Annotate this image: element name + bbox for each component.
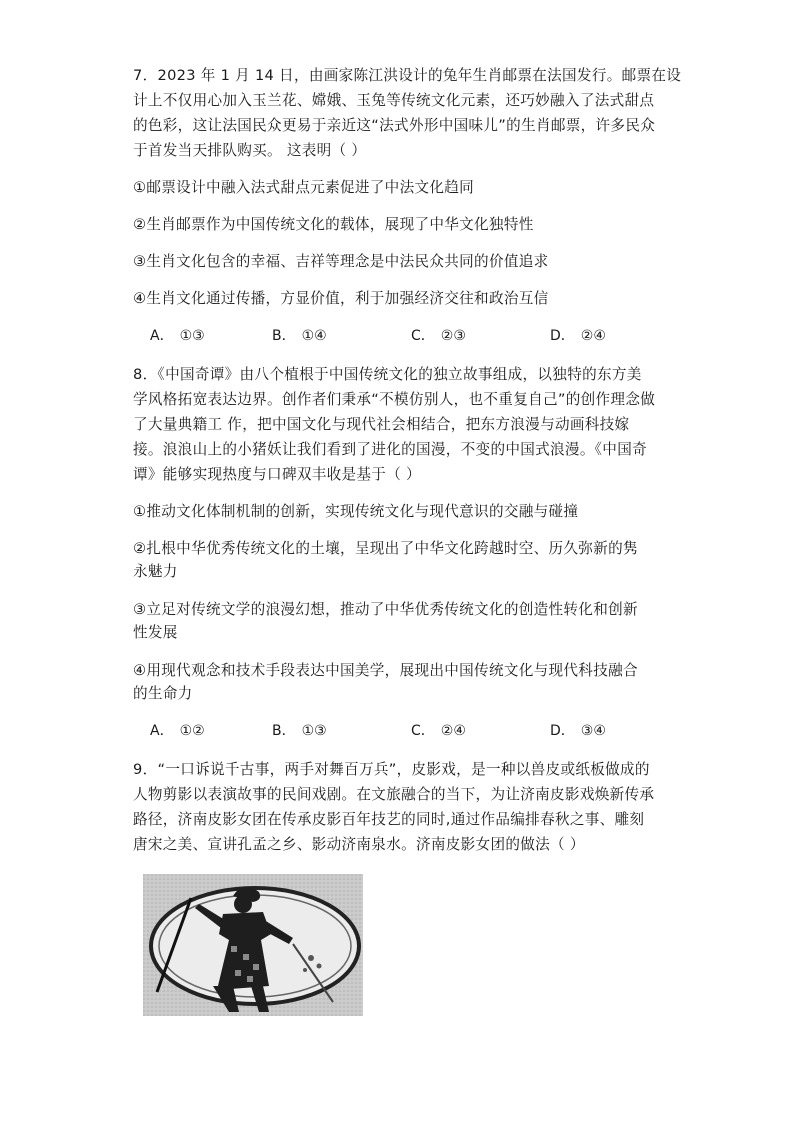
q7-choice-a[interactable]	[150, 326, 205, 346]
q7-choice-d[interactable]	[550, 326, 606, 346]
choice-value: ②④	[580, 328, 606, 344]
q8-choice-d[interactable]	[550, 721, 606, 741]
choice-value: ①④	[301, 328, 327, 344]
q8-stem-line: 谭》能够实现热度与口碑双丰收是基于（ ）	[133, 466, 421, 483]
choice-letter: C．	[411, 328, 435, 344]
q8-choice-a[interactable]	[150, 721, 205, 741]
q9-stem-line: 唐宋之美、宣讲孔孟之乡、影动济南泉水。济南皮影女团的做法（ ）	[133, 836, 585, 853]
q7-choice-b[interactable]	[272, 326, 327, 346]
choice-letter: A．	[150, 328, 174, 344]
q8-stem-line: 8．《中国奇谭》由八个植根于中国传统文化的独立故事组成，以独特的东方美	[133, 366, 642, 383]
choice-letter: A．	[150, 723, 174, 739]
choice-value: ②④	[440, 723, 466, 739]
q8-answer-choices	[150, 721, 670, 741]
q8-choice-c[interactable]	[411, 721, 466, 741]
q8-option-3: ③立足对传统文学的浪漫幻想，推动了中华优秀传统文化的创造性转化和创新	[133, 601, 638, 618]
shadow-puppet-illustration	[143, 874, 363, 1016]
q7-stem-line: 于首发当天排队购买。 这表明（ ）	[133, 142, 367, 159]
choice-letter: D．	[550, 328, 575, 344]
q8-option-4-cont: 的生命力	[133, 685, 193, 702]
shadow-puppet-photo	[143, 874, 363, 1016]
choice-letter: B．	[272, 723, 296, 739]
q8-stem-line: 学风格拓宽表达边界。创作者们秉承“不模仿别人，也不重复自己”的创作理念做	[133, 391, 656, 408]
choice-value: ①③	[301, 723, 327, 739]
q9-stem-line: 人物剪影以表演故事的民间戏剧。在文旅融合的当下，为让济南皮影戏焕新传承	[133, 786, 655, 803]
q8-option-1: ①推动文化体制机制的创新，实现传统文化与现代意识的交融与碰撞	[133, 503, 579, 520]
q8-stem-line: 接。浪浪山上的小猪妖让我们看到了进化的国漫，不变的中国式浪漫。《中国奇	[133, 441, 647, 458]
choice-letter: C．	[411, 723, 435, 739]
q7-stem-line: 7．2023 年 1 月 14 日，由画家陈江洪设计的兔年生肖邮票在法国发行。邮票在设	[133, 67, 682, 84]
q7-option-4: ④生肖文化通过传播，方显价值，利于加强经济交往和政治互信	[133, 290, 549, 307]
q8-choice-b[interactable]	[272, 721, 327, 741]
choice-letter: B．	[272, 328, 296, 344]
q7-option-2: ②生肖邮票作为中国传统文化的载体，展现了中华文化独特性	[133, 216, 534, 233]
choice-letter: D．	[550, 723, 575, 739]
q7-option-3: ③生肖文化包含的幸福、吉祥等理念是中法民众共同的价值追求	[133, 253, 549, 270]
q7-choice-c[interactable]	[411, 326, 466, 346]
q8-option-2-cont: 永魅力	[133, 563, 178, 580]
q8-option-3-cont: 性发展	[133, 624, 178, 641]
q8-option-4: ④用现代观念和技术手段表达中国美学，展现出中国传统文化与现代科技融合	[133, 662, 638, 679]
q8-option-2: ②扎根中华优秀传统文化的土壤，呈现出了中华文化跨越时空、历久弥新的隽	[133, 540, 638, 557]
choice-value: ①②	[179, 723, 205, 739]
q7-stem-line: 的色彩，这让法国民众更易于亲近这“法式外形中国味儿”的生肖邮票，许多民众	[133, 117, 656, 134]
q9-stem-line: 9．“一口诉说千古事，两手对舞百万兵”，皮影戏，是一种以兽皮或纸板做成的	[133, 761, 650, 778]
q8-stem-line: 了大量典籍工 作，把中国文化与现代社会相结合，把东方浪漫与动画科技嫁	[133, 416, 630, 433]
q7-answer-choices	[150, 326, 670, 346]
choice-value: ②③	[440, 328, 466, 344]
q7-option-1: ①邮票设计中融入法式甜点元素促进了中法文化趋同	[133, 179, 475, 196]
choice-value: ③④	[580, 723, 606, 739]
choice-value: ①③	[179, 328, 205, 344]
q9-stem-line: 路径，济南皮影女团在传承皮影百年技艺的同时,通过作品编排春秋之事、雕刻	[133, 811, 645, 828]
q7-stem-line: 计上不仅用心加入玉兰花、嫦娥、玉兔等传统文化元素，还巧妙融入了法式甜点	[133, 92, 655, 109]
